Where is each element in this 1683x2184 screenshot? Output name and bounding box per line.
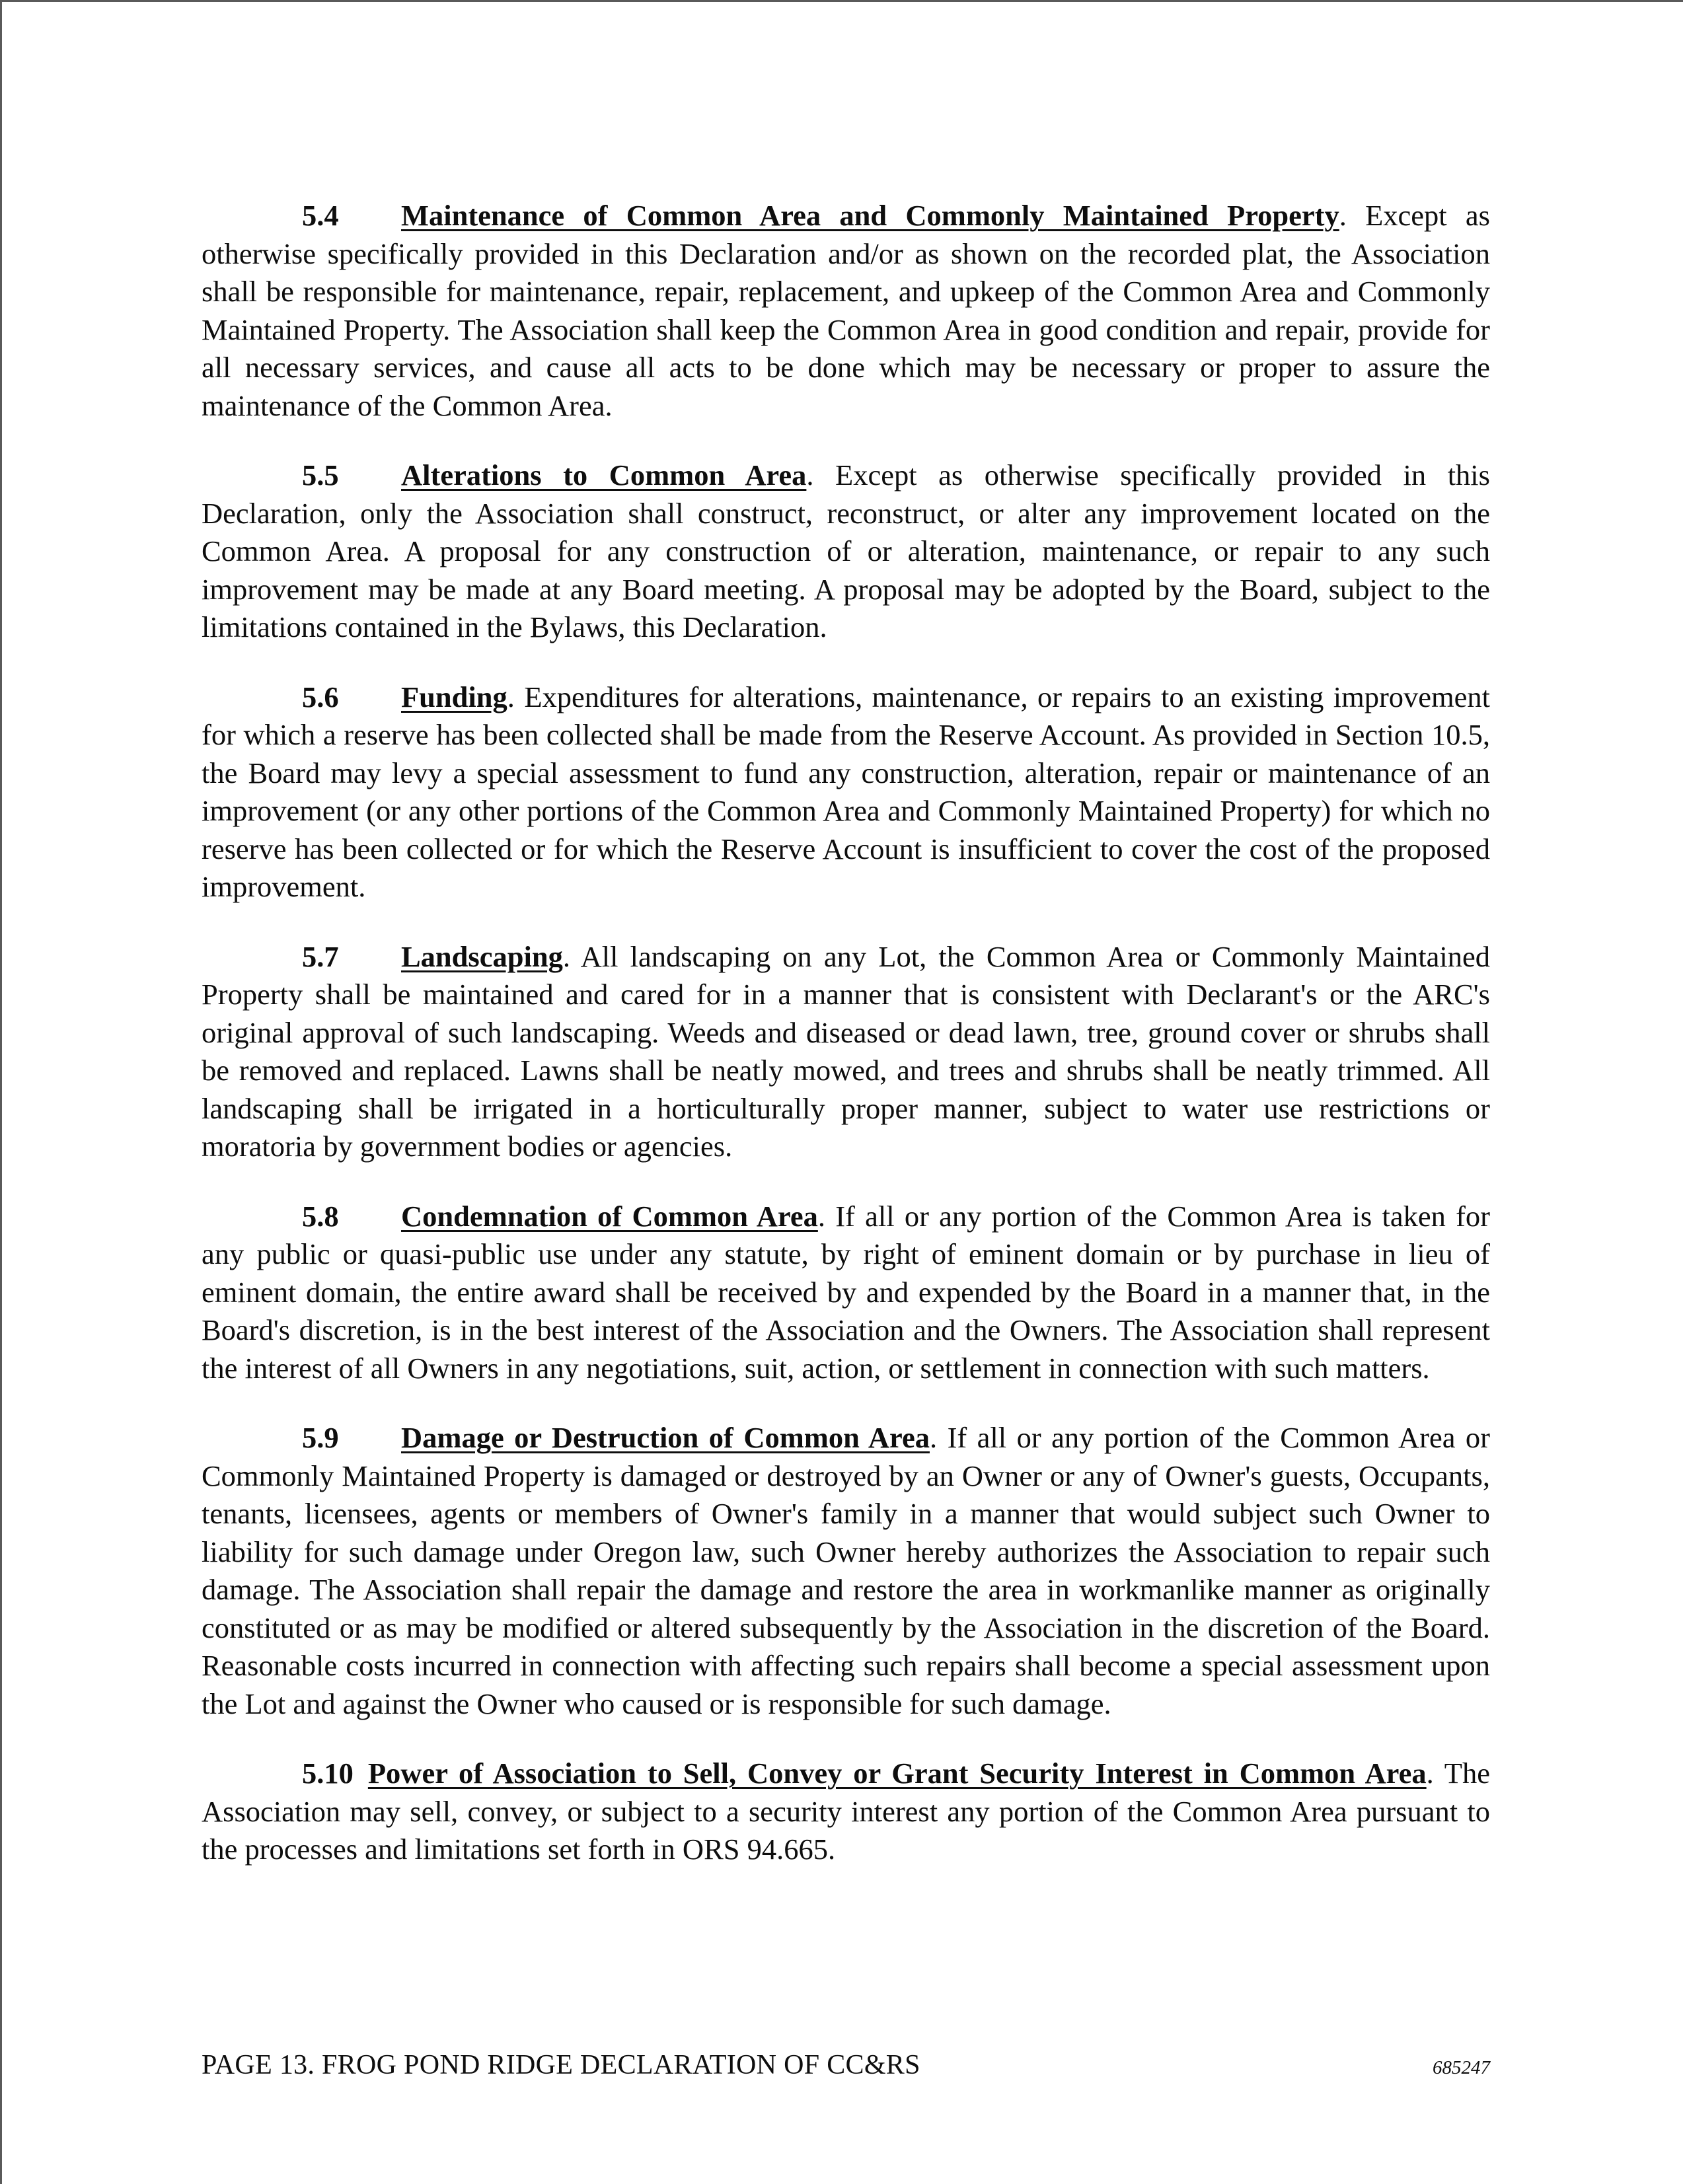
section-5-8	[202, 1198, 1490, 1388]
scan-edge-top	[0, 0, 1683, 2]
document-page	[202, 197, 1490, 1901]
page-footer	[202, 2049, 1490, 2089]
section-5-10	[202, 1755, 1490, 1869]
section-number: 5.9	[302, 1421, 339, 1454]
section-title: Alterations to Common Area	[401, 458, 807, 491]
section-5-7	[202, 938, 1490, 1166]
section-number: 5.5	[302, 458, 339, 491]
section-body: . Except as otherwise specifically provided in this Declaration and/or as shown on the recorded plat, the Association shall be responsible for maintenance, repair, replacement, and upkeep of the Common Area and Commonly Maintained Property. The Association shall keep the Common Area in good condition and repair, provide for all necessary services, and cause all acts to be done which may be necessary or proper to assure the maintenance of the Common Area.	[202, 199, 1490, 422]
section-title: Power of Association to Sell, Convey or Grant Security Interest in Common Area	[367, 1757, 1427, 1790]
section-5-4	[202, 197, 1490, 425]
section-title: Condemnation of Common Area	[401, 1199, 818, 1233]
section-5-9	[202, 1419, 1490, 1723]
section-body: . All landscaping on any Lot, the Common Area or Commonly Maintained Property shall be maintained and cared for in a manner that is consistent with Declarant's or the ARC's original approval of such landscaping. Weeds and diseased or dead lawn, tree, ground cover or shrubs shall be removed and replaced. Lawns shall be neatly mowed, and trees and shrubs shall be neatly trimmed. All landscaping shall be irrigated in a horticulturally proper manner, subject to water use restrictions or moratoria by government bodies or agencies.	[202, 939, 1490, 1163]
section-body: . If all or any portion of the Common Area or Commonly Maintained Property is damaged or destroyed by an Owner or any of Owner's guests, Occupants, tenants, licensees, agents or members of Owner's family in a manner that would subject such Owner to liability for such damage under Oregon law, such Owner hereby authorizes the Association to repair such damage. The Association shall repair the damage and restore the area in workmanlike manner as originally constituted or as may be modified or altered subsequently by the Association in the discretion of the Board. Reasonable costs incurred in connection with affecting such repairs shall become a special assessment upon the Lot and against the Owner who caused or is responsible for such damage.	[202, 1421, 1490, 1720]
scan-edge-left	[0, 0, 2, 2184]
section-title: Landscaping	[401, 939, 563, 973]
section-body: . Expenditures for alterations, maintenance, or repairs to an existing improvement for which a reserve has been collected shall be made from the Reserve Account. As provided in Section 10.5, the Board may levy a special assessment to fund any construction, alteration, repair or maintenance of an improvement (or any other portions of the Common Area and Commonly Maintained Property) for which no reserve has been collected or for which the Reserve Account is insufficient to cover the cost of the proposed improvement.	[202, 680, 1490, 903]
section-5-6	[202, 678, 1490, 906]
section-body: . If all or any portion of the Common Area is taken for any public or quasi-public use under any statute, by right of eminent domain or by purchase in lieu of eminent domain, the entire award shall be received by and expended by the Board in a manner that, in the Board's discretion, is in the best interest of the Association and the Owners. The Association shall represent the interest of all Owners in any negotiations, suit, action, or settlement in connection with such matters.	[202, 1199, 1490, 1385]
section-body: . The Association may sell, convey, or subject to a security interest any portion of the Common Area pursuant to the processes and limitations set forth in ORS 94.665.	[202, 1757, 1490, 1866]
footer-page-label: PAGE 13. FROG POND RIDGE DECLARATION OF CC&RS	[202, 2050, 920, 2080]
section-number: 5.8	[302, 1199, 339, 1233]
document-number: 685247	[1433, 2057, 1490, 2078]
section-5-5	[202, 456, 1490, 647]
section-title: Funding	[401, 680, 507, 713]
section-number: 5.7	[302, 939, 339, 973]
section-title: Damage or Destruction of Common Area	[401, 1421, 930, 1454]
section-number: 5.6	[302, 680, 339, 713]
section-number: 5.4	[302, 199, 339, 232]
section-title: Maintenance of Common Area and Commonly Maintained Property	[401, 199, 1339, 232]
section-body: . Except as otherwise specifically provided in this Declaration, only the Association shall construct, reconstruct, or alter any improvement located on the Common Area. A proposal for any construction of or alteration, maintenance, or repair to any such improvement may be made at any Board meeting. A proposal may be adopted by the Board, subject to the limitations contained in the Bylaws, this Declaration.	[202, 458, 1490, 643]
section-number: 5.10	[302, 1757, 354, 1790]
